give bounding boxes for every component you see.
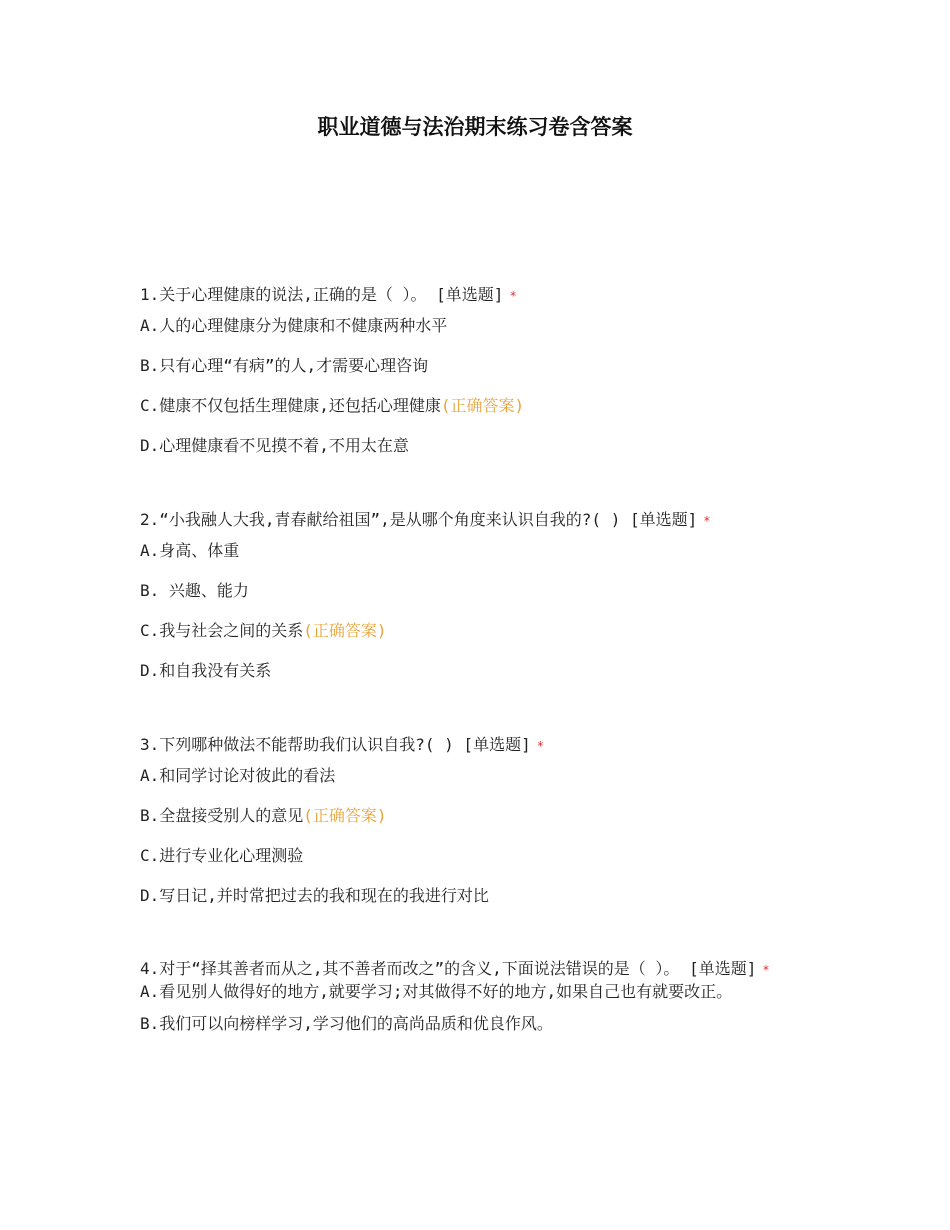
question-stem: 2.“小我融人大我,青春献给祖国”,是从哪个角度来认识自我的?( ) [单选题] * (140, 510, 711, 529)
question-3 (140, 734, 812, 907)
option-d[interactable]: D.写日记,并时常把过去的我和现在的我进行对比 (140, 886, 489, 905)
option-a[interactable]: A.看见别人做得好的地方,就要学习;对其做得不好的地方,如果自己也有就要改正。 (140, 982, 733, 1001)
required-star: * (703, 514, 711, 528)
option-b[interactable]: B.我们可以向榜样学习,学习他们的高尚品质和优良作风。 (140, 1014, 553, 1033)
option-c[interactable]: C.进行专业化心理测验 (140, 846, 304, 865)
option-b[interactable]: B.全盘接受别人的意见(正确答案) (140, 806, 387, 825)
question-stem: 4.对于“择其善者而从之,其不善者而改之”的含义,下面说法错误的是（ ）。 [单选题] * (140, 959, 770, 978)
question-stem: 3.下列哪种做法不能帮助我们认识自我?( ) [单选题] * (140, 735, 544, 754)
option-b[interactable]: B. 兴趣、能力 (140, 581, 249, 600)
document-title: 职业道德与法治期末练习卷含答案 (317, 114, 633, 139)
required-star: * (509, 289, 517, 303)
option-a[interactable]: A.和同学讨论对彼此的看法 (140, 766, 336, 785)
option-a[interactable]: A.人的心理健康分为健康和不健康两种水平 (140, 316, 448, 335)
option-d[interactable]: D.和自我没有关系 (140, 661, 272, 680)
option-d[interactable]: D.心理健康看不见摸不着,不用太在意 (140, 436, 409, 455)
correct-answer-tag: (正确答案) (303, 621, 387, 640)
required-star: * (762, 963, 770, 977)
question-stem: 1.关于心理健康的说法,正确的是（ ）。 [单选题] * (140, 285, 517, 304)
option-c[interactable]: C.健康不仅包括生理健康,还包括心理健康(正确答案) (140, 396, 525, 415)
question-2 (140, 509, 812, 682)
option-a[interactable]: A.身高、体重 (140, 541, 240, 560)
correct-answer-tag: (正确答案) (303, 806, 387, 825)
question-1 (140, 284, 812, 457)
correct-answer-tag: (正确答案) (440, 396, 525, 415)
option-b[interactable]: B.只有心理“有病”的人,才需要心理咨询 (140, 356, 429, 375)
option-c[interactable]: C.我与社会之间的关系(正确答案) (140, 621, 387, 640)
required-star: * (536, 739, 544, 753)
question-4 (140, 958, 812, 1035)
